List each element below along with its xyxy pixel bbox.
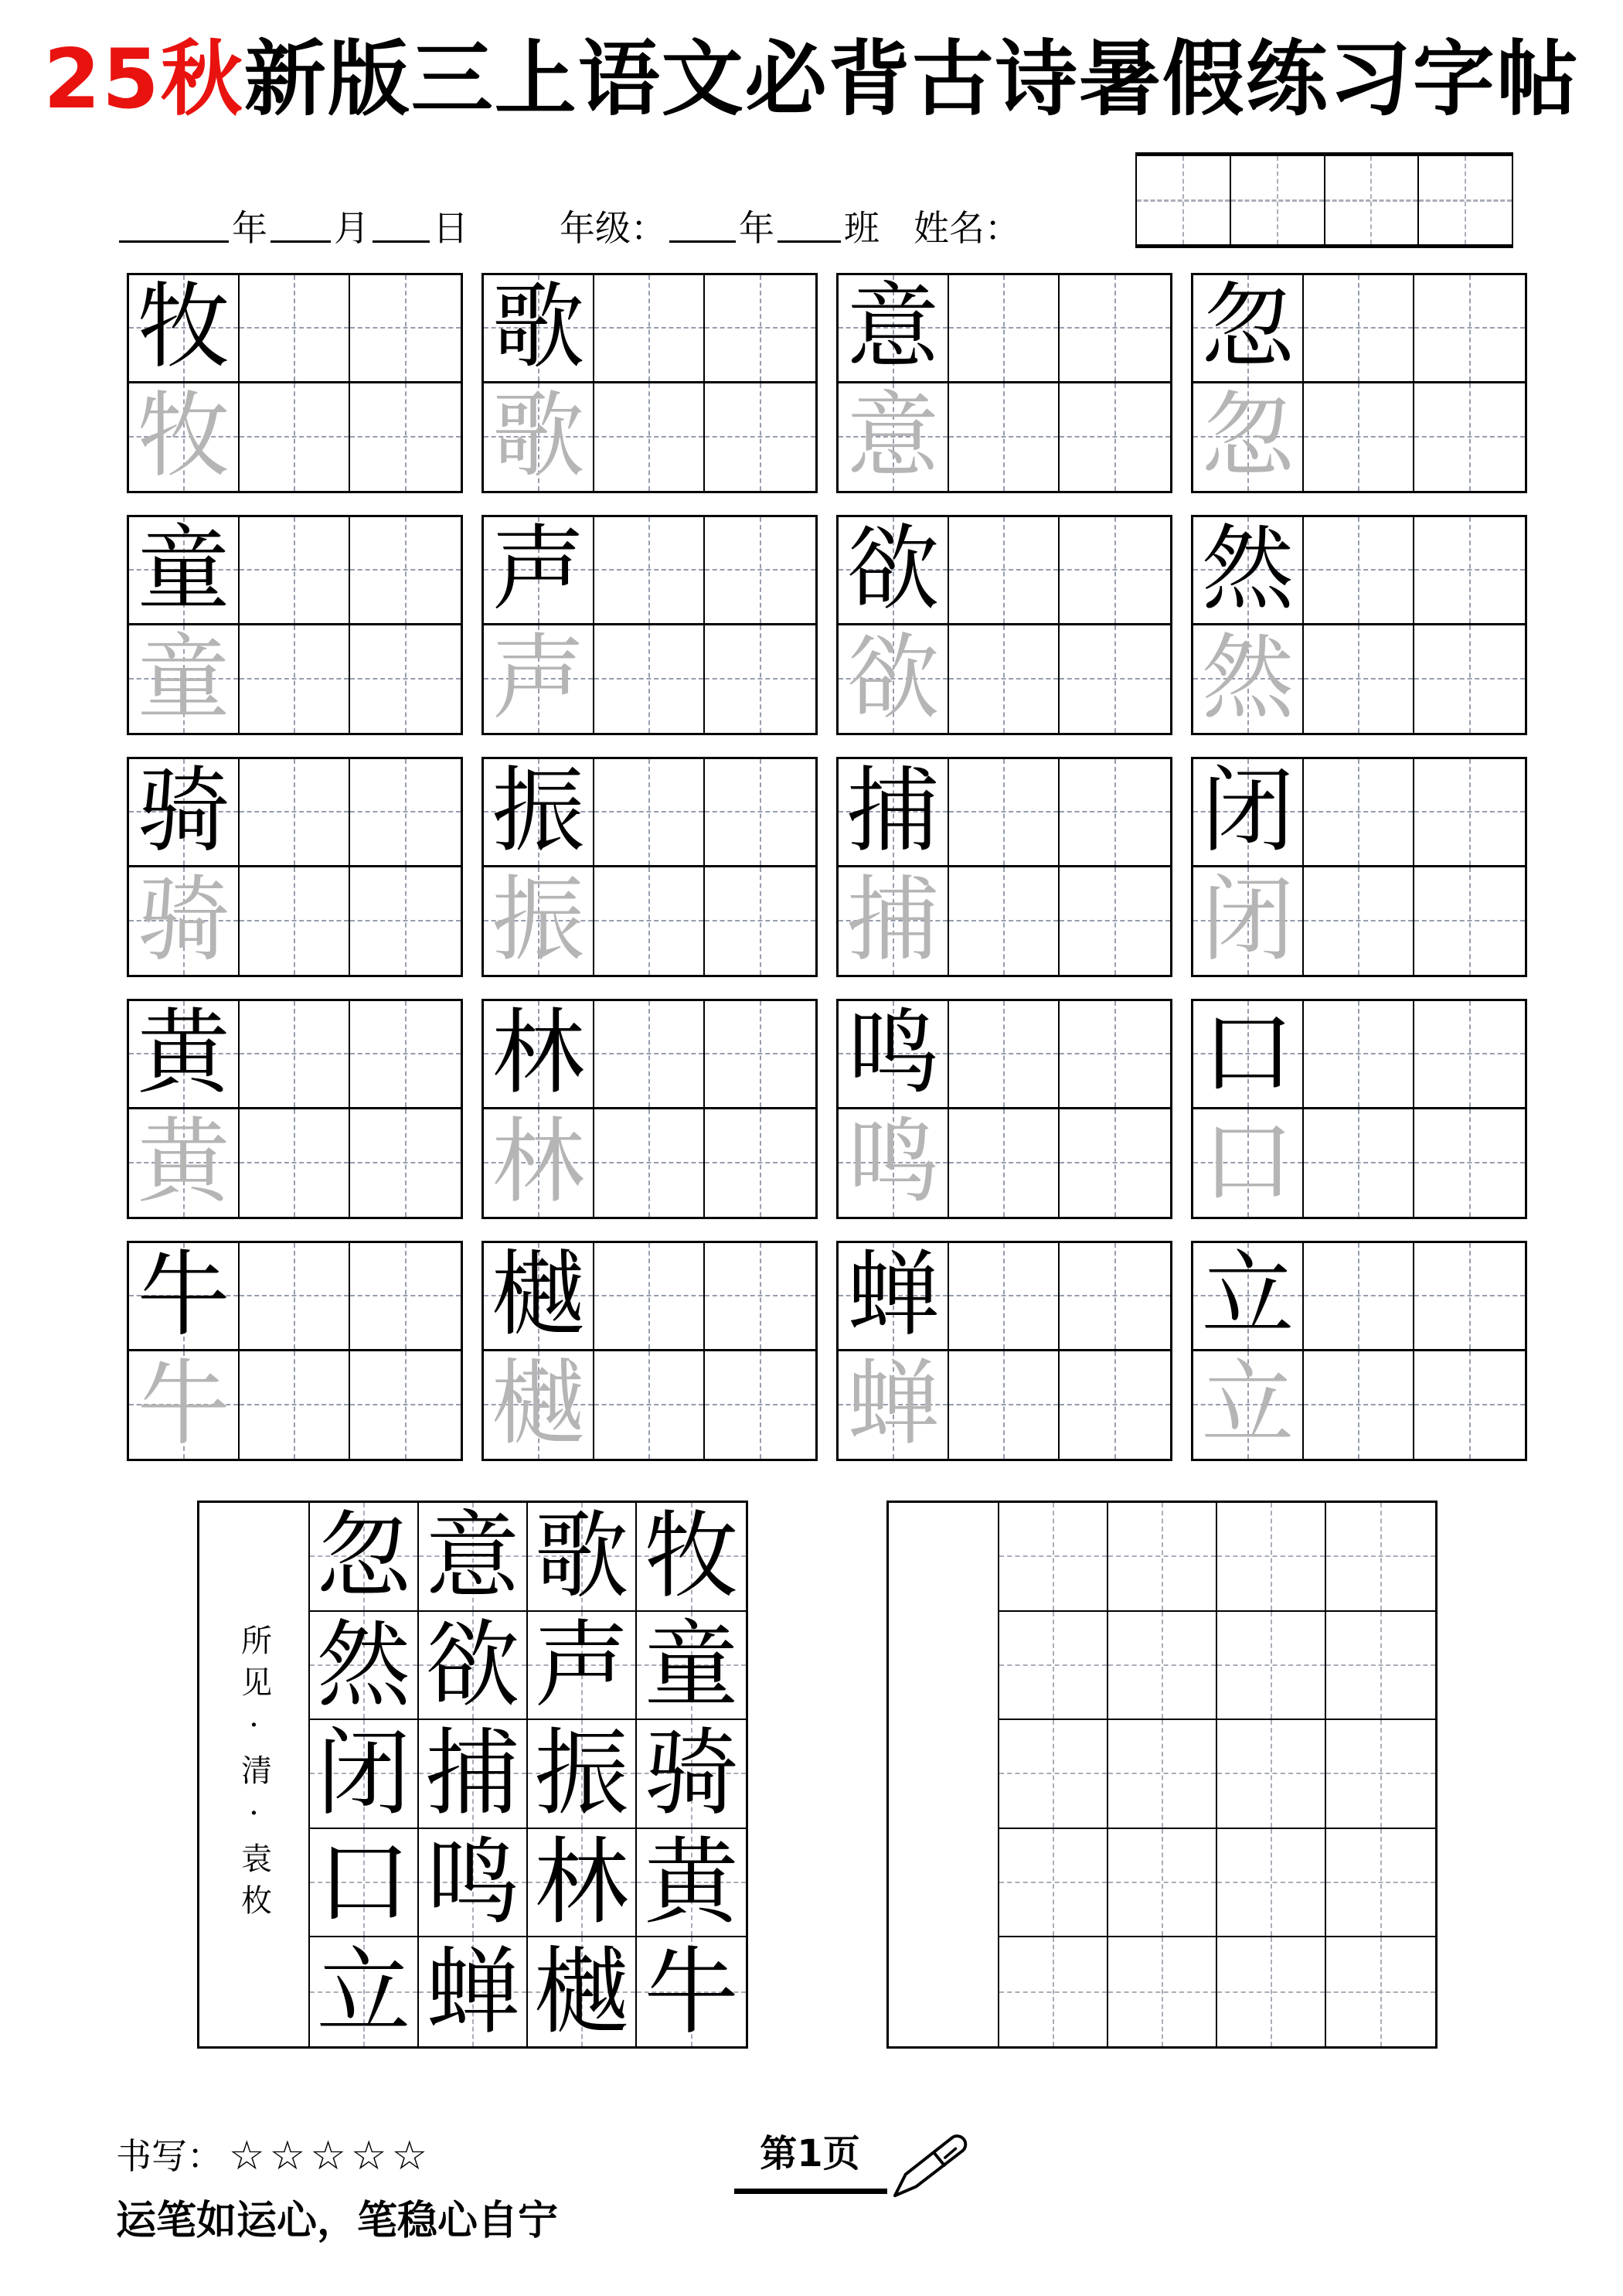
empty-cell [949, 759, 1060, 867]
poem-character: 林 [534, 1828, 629, 1938]
empty-cell [1414, 867, 1525, 976]
poem-character: 蝉 [425, 1937, 520, 2047]
trace-cell [1193, 383, 1304, 492]
empty-cell [1414, 759, 1525, 867]
poem-cells [310, 1503, 746, 2046]
empty-cell [1304, 625, 1414, 734]
poem-cell [637, 1612, 746, 1721]
date-year-label: 年 [232, 207, 267, 249]
empty-cell [705, 1109, 815, 1218]
model-cell [484, 517, 594, 625]
trace-character: 闭 [1201, 867, 1295, 975]
empty-cell [594, 275, 705, 383]
empty-cell [1304, 759, 1414, 867]
class-label: 班 [844, 207, 880, 249]
copy-cell [1108, 1720, 1217, 1829]
trace-cell [484, 625, 594, 734]
model-character: 黄 [137, 1000, 230, 1108]
practice-block [127, 1241, 463, 1461]
practice-block [127, 273, 463, 493]
empty-cell [350, 1001, 461, 1109]
poem-character: 然 [316, 1610, 411, 1720]
empty-cell [949, 1243, 1060, 1351]
copy-cell [1217, 1829, 1326, 1938]
trace-character: 蝉 [846, 1351, 940, 1459]
trace-cell [1193, 867, 1304, 976]
model-cell [129, 275, 240, 383]
poem-title: 所见·清·袁枚 [236, 1623, 272, 1926]
empty-cell [594, 759, 705, 867]
model-cell [129, 759, 240, 867]
trace-cell [1193, 625, 1304, 734]
rating-stars: ☆☆☆☆☆ [229, 2133, 433, 2179]
poem-character: 欲 [425, 1610, 520, 1720]
poem-cell [419, 1829, 528, 1938]
empty-cell [1060, 759, 1170, 867]
trace-character: 樾 [492, 1351, 585, 1459]
empty-cell [350, 517, 461, 625]
copy-title-column [889, 1503, 999, 2046]
model-cell [129, 517, 240, 625]
copy-cell [999, 1612, 1108, 1721]
empty-cell [350, 625, 461, 734]
empty-cell [1304, 867, 1414, 976]
empty-cell [1304, 1001, 1414, 1109]
empty-cell [1060, 1243, 1170, 1351]
copy-cell [1108, 1503, 1217, 1612]
trace-character: 捕 [846, 867, 940, 975]
empty-cell [705, 867, 815, 976]
empty-cell [949, 383, 1060, 492]
empty-cell [240, 759, 350, 867]
poem-character: 歌 [534, 1501, 629, 1612]
trace-cell [484, 1109, 594, 1218]
copy-cell [1326, 1612, 1435, 1721]
model-cell [839, 275, 949, 383]
empty-cell [1060, 1351, 1170, 1460]
empty-cell [240, 1109, 350, 1218]
empty-cell [594, 1351, 705, 1460]
name-grid-cell [1325, 156, 1420, 244]
empty-cell [1304, 517, 1414, 625]
poem-cell [310, 1612, 419, 1721]
copy-table [886, 1501, 1438, 2049]
model-cell [839, 517, 949, 625]
trace-cell [839, 1109, 949, 1218]
class-blank [777, 237, 841, 243]
trace-cell [1193, 1109, 1304, 1218]
copy-cell [1326, 1829, 1435, 1938]
poem-character: 鸣 [425, 1828, 520, 1938]
model-character: 立 [1201, 1242, 1295, 1350]
poem-cell [528, 1829, 637, 1938]
empty-cell [240, 867, 350, 976]
poem-cell [528, 1937, 637, 2046]
model-cell [1193, 1001, 1304, 1109]
copy-cell [1217, 1503, 1326, 1612]
model-cell [484, 1243, 594, 1351]
poem-cell [419, 1612, 528, 1721]
poem-character: 声 [534, 1610, 629, 1720]
model-cell [1193, 759, 1304, 867]
empty-cell [1414, 517, 1525, 625]
model-character: 意 [846, 274, 940, 382]
practice-block [836, 515, 1172, 735]
poem-cell [310, 1720, 419, 1829]
empty-cell [705, 1001, 815, 1109]
practice-block [1191, 999, 1527, 1219]
empty-cell [1304, 275, 1414, 383]
model-cell [1193, 1243, 1304, 1351]
trace-character: 牧 [137, 383, 230, 491]
empty-cell [1060, 383, 1170, 492]
empty-cell [350, 275, 461, 383]
empty-cell [705, 1351, 815, 1460]
empty-cell [1060, 517, 1170, 625]
practice-block [836, 273, 1172, 493]
model-character: 声 [492, 516, 585, 624]
date-line [116, 195, 1020, 249]
empty-cell [1304, 383, 1414, 492]
trace-character: 黄 [137, 1109, 230, 1217]
trace-cell [129, 867, 240, 976]
trace-character: 声 [492, 625, 585, 733]
empty-cell [1414, 275, 1525, 383]
name-grid-cell [1137, 156, 1231, 244]
poem-cell [419, 1503, 528, 1612]
model-character: 捕 [846, 758, 940, 866]
copy-cell [1217, 1720, 1326, 1829]
trace-cell [839, 867, 949, 976]
empty-cell [705, 517, 815, 625]
empty-cell [1060, 625, 1170, 734]
practice-block [1191, 273, 1527, 493]
poem-cell [310, 1937, 419, 2046]
empty-cell [350, 383, 461, 492]
practice-block [127, 515, 463, 735]
date-year-blank [119, 237, 229, 243]
poem-title-column [199, 1503, 310, 2046]
empty-cell [705, 275, 815, 383]
grade-year-label: 年 [739, 207, 774, 249]
empty-cell [350, 867, 461, 976]
empty-cell [1304, 1351, 1414, 1460]
poem-cell [637, 1503, 746, 1612]
copy-cell [1217, 1937, 1326, 2046]
empty-cell [240, 1351, 350, 1460]
practice-block [836, 1241, 1172, 1461]
practice-block [481, 515, 818, 735]
copy-cell [999, 1937, 1108, 2046]
empty-cell [240, 1243, 350, 1351]
empty-cell [594, 625, 705, 734]
poem-cell [310, 1829, 419, 1938]
model-character: 歌 [492, 274, 585, 382]
model-character: 林 [492, 1000, 585, 1108]
model-cell [1193, 275, 1304, 383]
model-character: 牧 [137, 274, 230, 382]
model-character: 口 [1201, 1000, 1295, 1108]
trace-character: 欲 [846, 625, 940, 733]
page-number-underline [734, 2189, 887, 2194]
empty-cell [350, 1243, 461, 1351]
copy-cells [999, 1503, 1435, 2046]
empty-cell [949, 1001, 1060, 1109]
poem-cell [310, 1503, 419, 1612]
poem-cell [528, 1720, 637, 1829]
model-cell [839, 1001, 949, 1109]
empty-cell [240, 625, 350, 734]
empty-cell [240, 517, 350, 625]
empty-cell [705, 759, 815, 867]
date-month-label: 月 [334, 207, 369, 249]
model-cell [484, 1001, 594, 1109]
copy-cell [1108, 1829, 1217, 1938]
empty-cell [594, 1001, 705, 1109]
grade-label: 年级： [560, 207, 666, 249]
empty-cell [949, 867, 1060, 976]
practice-block [127, 999, 463, 1219]
model-cell [1193, 517, 1304, 625]
practice-block [481, 273, 818, 493]
poem-cell [637, 1937, 746, 2046]
empty-cell [1414, 1109, 1525, 1218]
practice-block [836, 999, 1172, 1219]
trace-cell [484, 867, 594, 976]
trace-cell [1193, 1351, 1304, 1460]
model-cell [839, 1243, 949, 1351]
trace-cell [129, 383, 240, 492]
model-character: 鸣 [846, 1000, 940, 1108]
practice-grid [127, 273, 1527, 1461]
empty-cell [949, 625, 1060, 734]
date-month-blank [270, 237, 331, 243]
model-character: 童 [137, 516, 230, 624]
empty-cell [705, 383, 815, 492]
name-label: 姓名： [914, 207, 1020, 249]
page-number: 第1页 [760, 2132, 860, 2175]
name-grid [1135, 152, 1513, 248]
poem-table [197, 1501, 748, 2049]
trace-cell [129, 1351, 240, 1460]
practice-block [481, 1241, 818, 1461]
writing-score-line [116, 2132, 432, 2180]
name-grid-cell [1419, 156, 1512, 244]
poem-cell [528, 1612, 637, 1721]
date-day-blank [373, 237, 430, 243]
trace-character: 振 [492, 867, 585, 975]
model-cell [839, 759, 949, 867]
copy-cell [1108, 1612, 1217, 1721]
model-character: 振 [492, 758, 585, 866]
practice-block [1191, 515, 1527, 735]
trace-character: 意 [846, 383, 940, 491]
page-title [0, 32, 1623, 127]
empty-cell [1414, 625, 1525, 734]
model-cell [484, 275, 594, 383]
poem-character: 童 [644, 1610, 739, 1720]
empty-cell [1060, 275, 1170, 383]
trace-cell [839, 1351, 949, 1460]
trace-cell [839, 625, 949, 734]
poem-character: 振 [534, 1719, 629, 1829]
empty-cell [1060, 867, 1170, 976]
practice-block [481, 999, 818, 1219]
poem-cell [637, 1829, 746, 1938]
empty-cell [1414, 383, 1525, 492]
model-cell [484, 759, 594, 867]
empty-cell [350, 759, 461, 867]
trace-cell [129, 625, 240, 734]
practice-block [1191, 1241, 1527, 1461]
poem-character: 立 [316, 1937, 411, 2047]
copy-cell [1108, 1937, 1217, 2046]
empty-cell [594, 517, 705, 625]
empty-cell [1304, 1109, 1414, 1218]
copy-cell [999, 1503, 1108, 1612]
empty-cell [949, 275, 1060, 383]
trace-character: 然 [1201, 625, 1295, 733]
poem-character: 骑 [644, 1719, 739, 1829]
model-cell [129, 1243, 240, 1351]
model-character: 闭 [1201, 758, 1295, 866]
poem-cell [637, 1720, 746, 1829]
trace-character: 童 [137, 625, 230, 733]
model-character: 樾 [492, 1242, 585, 1350]
poem-cell [419, 1720, 528, 1829]
model-cell [129, 1001, 240, 1109]
copy-cell [1326, 1937, 1435, 2046]
empty-cell [594, 383, 705, 492]
trace-character: 立 [1201, 1351, 1295, 1459]
empty-cell [1060, 1001, 1170, 1109]
copy-cell [999, 1829, 1108, 1938]
title-highlight: 25秋 [43, 32, 244, 127]
model-character: 欲 [846, 516, 940, 624]
poem-character: 牧 [644, 1501, 739, 1612]
empty-cell [1414, 1243, 1525, 1351]
empty-cell [240, 275, 350, 383]
empty-cell [705, 1243, 815, 1351]
empty-cell [350, 1109, 461, 1218]
empty-cell [240, 383, 350, 492]
writing-label: 书写： [116, 2134, 223, 2177]
trace-character: 林 [492, 1109, 585, 1217]
empty-cell [949, 517, 1060, 625]
practice-block [836, 757, 1172, 977]
empty-cell [1060, 1109, 1170, 1218]
trace-cell [484, 383, 594, 492]
empty-cell [949, 1351, 1060, 1460]
practice-block [127, 757, 463, 977]
empty-cell [1414, 1001, 1525, 1109]
poem-character: 闭 [316, 1719, 411, 1829]
name-grid-cell [1231, 156, 1325, 244]
pen-icon [889, 2120, 980, 2203]
trace-character: 口 [1201, 1109, 1295, 1217]
title-rest: 新版三上语文必背古诗暑假练习字帖 [243, 32, 1580, 127]
model-character: 然 [1201, 516, 1295, 624]
poem-character: 黄 [644, 1828, 739, 1938]
model-character: 忽 [1201, 274, 1295, 382]
poem-character: 樾 [534, 1937, 629, 2047]
empty-cell [594, 1109, 705, 1218]
poem-cell [419, 1937, 528, 2046]
date-day-label: 日 [433, 207, 468, 249]
motto-text: 运笔如运心，笔稳心自宁 [116, 2198, 559, 2244]
empty-cell [594, 867, 705, 976]
trace-character: 牛 [137, 1351, 230, 1459]
poem-character: 忽 [316, 1501, 411, 1612]
empty-cell [705, 625, 815, 734]
trace-cell [129, 1109, 240, 1218]
copy-cell [1326, 1720, 1435, 1829]
copy-cell [1217, 1612, 1326, 1721]
poem-character: 牛 [644, 1937, 739, 2047]
trace-character: 忽 [1201, 383, 1295, 491]
empty-cell [949, 1109, 1060, 1218]
trace-cell [839, 383, 949, 492]
practice-block [1191, 757, 1527, 977]
trace-character: 歌 [492, 383, 585, 491]
trace-cell [484, 1351, 594, 1460]
empty-cell [350, 1351, 461, 1460]
empty-cell [1414, 1351, 1525, 1460]
poem-character: 意 [425, 1501, 520, 1612]
empty-cell [1304, 1243, 1414, 1351]
poem-character: 口 [316, 1828, 411, 1938]
model-character: 蝉 [846, 1242, 940, 1350]
poem-character: 捕 [425, 1719, 520, 1829]
copy-cell [1326, 1503, 1435, 1612]
trace-character: 骑 [137, 867, 230, 975]
model-character: 骑 [137, 758, 230, 866]
model-character: 牛 [137, 1242, 230, 1350]
empty-cell [594, 1243, 705, 1351]
practice-block [481, 757, 818, 977]
empty-cell [240, 1001, 350, 1109]
grade-year-blank [669, 237, 736, 243]
trace-character: 鸣 [846, 1109, 940, 1217]
copy-cell [999, 1720, 1108, 1829]
poem-cell [528, 1503, 637, 1612]
